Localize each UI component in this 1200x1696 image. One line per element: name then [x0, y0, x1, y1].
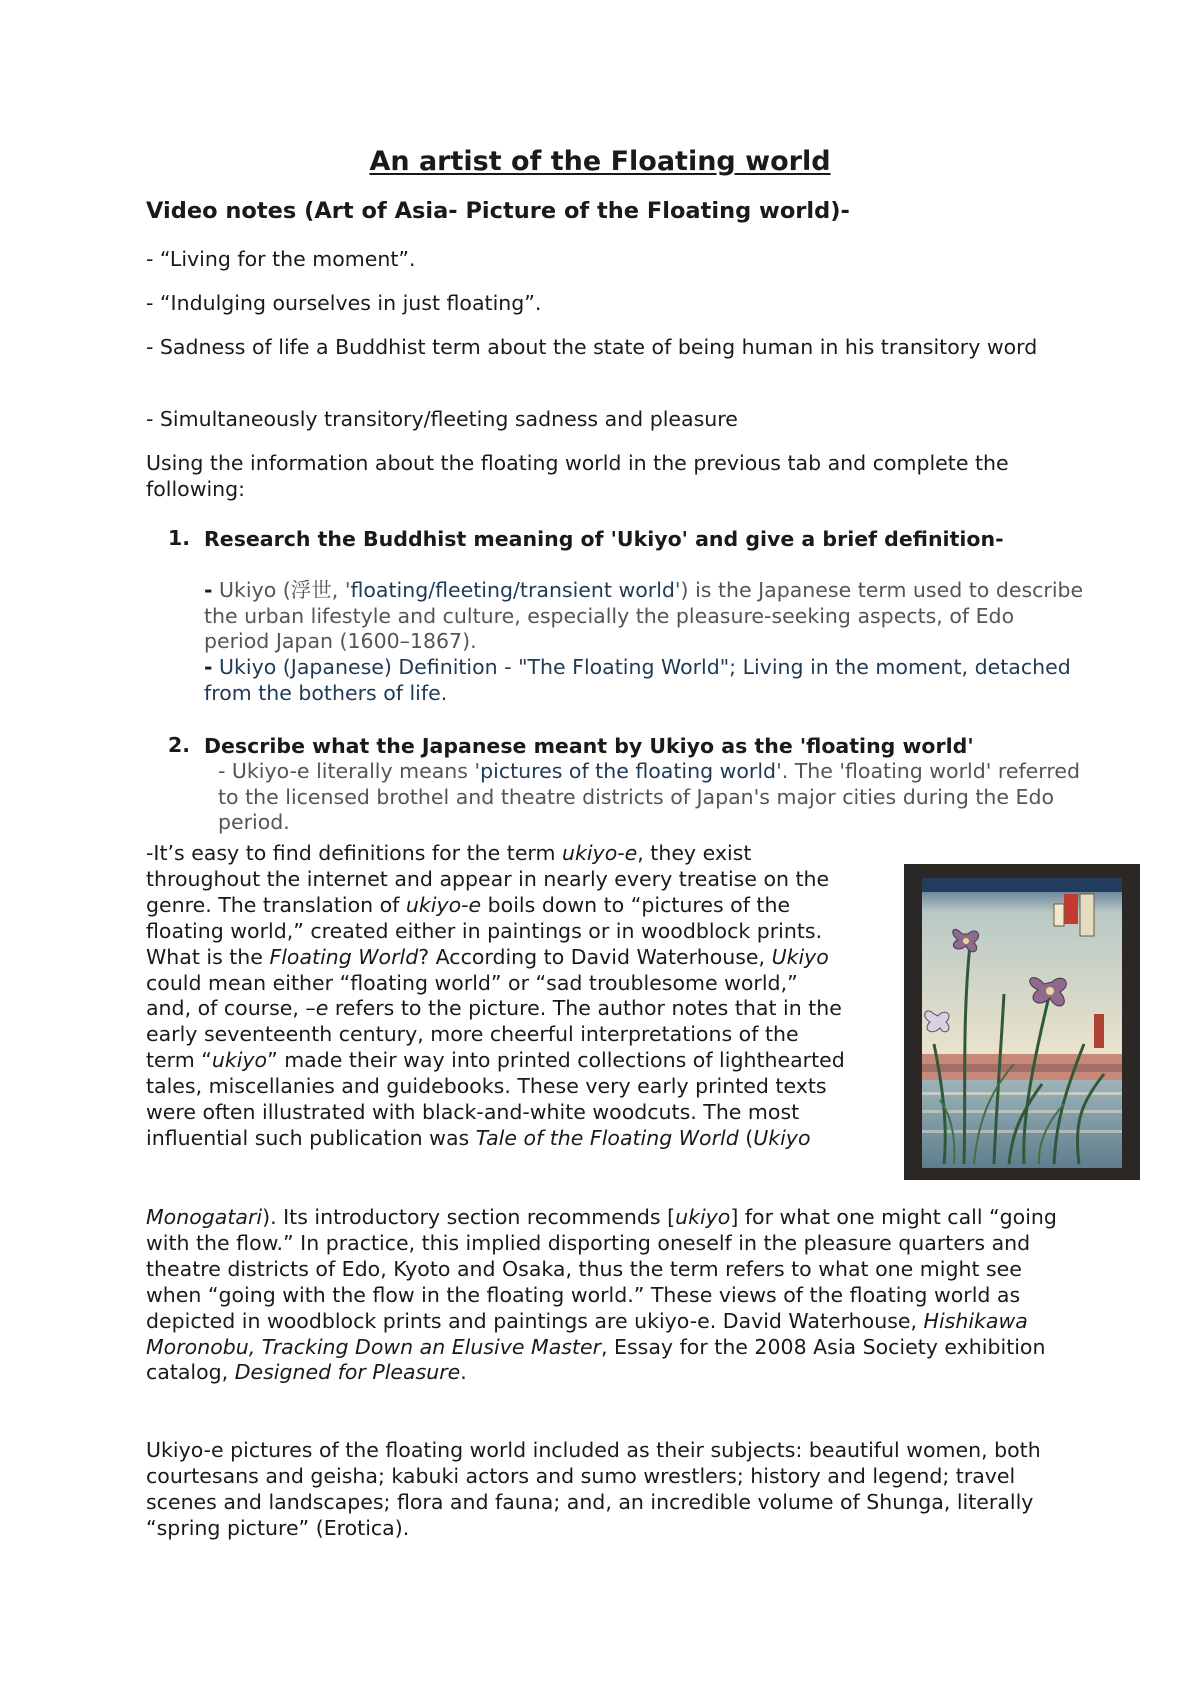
- question-answer: - Ukiyo-e literally means 'pictures of the floating world'. The 'floating world' referred to the licensed brothel and theatre districts of Japan's major cities during the Edo period.: [218, 759, 1080, 834]
- bullet-item: - Sadness of life a Buddhist term about the state of being human in his transitory word: [146, 335, 1038, 359]
- question-number: 2.: [168, 733, 191, 757]
- article-paragraph: Ukiyo-e pictures of the floating world included as their subjects: beautiful women, both courtesans and geisha; kabuki actors and sumo wrestlers; history and legend; travel scenes and landscapes; flora and fauna; and, an incredible volume of Shunga, literally “spring picture” (Erotica).: [146, 1438, 1041, 1540]
- iris-print-illustration: [904, 864, 1140, 1180]
- bullet-item: - “Living for the moment”.: [146, 247, 416, 271]
- page-title: An artist of the Floating world: [369, 146, 831, 177]
- section-subtitle: Video notes (Art of Asia- Picture of the Floating world)-: [146, 198, 850, 224]
- bullet-item: - “Indulging ourselves in just floating”.: [146, 291, 542, 315]
- article-paragraph: Monogatari). Its introductory section recommends [ukiyo] for what one might call “going with the flow.” In practice, this implied disporting oneself in the pleasure quarters and theatre districts of Edo, Kyoto and Osaka, thus the term refers to what one might see when “going with the flow in the floating world.” These views of the floating world as depicted in woodblock prints and paintings are ukiyo-e. David Waterhouse, Hishikawa Moronobu, Tracking Down an Elusive Master, Essay for the 2008 Asia Society exhibition catalog, Designed for Pleasure.: [146, 1205, 1057, 1385]
- bullet-item: - Simultaneously transitory/fleeting sadness and pleasure: [146, 407, 738, 431]
- intro-paragraph: Using the information about the floating world in the previous tab and complete the following:: [146, 451, 1009, 501]
- question-answer: - Ukiyo (Japanese) Definition - "The Floating World"; Living in the moment, detached from the bothers of life.: [204, 655, 1071, 705]
- article-paragraph: -It’s easy to find definitions for the term ukiyo-e, they exist throughout the internet and appear in nearly every treatise on the genre. The translation of ukiyo-e boils down to “pictures of the floating world,” created either in paintings or in woodblock prints. What is the Floating World? According to David Waterhouse, Ukiyo could mean either “floating world” or “sad troublesome world,” and, of course, –e refers to the picture. The author notes that in the early seventeenth century, more cheerful interpretations of the term “ukiyo” made their way into printed collections of lighthearted tales, miscellanies and guidebooks. These very early printed texts were often illustrated with black-and-white woodcuts. The most influential such publication was Tale of the Floating World (Ukiyo: [146, 841, 845, 1150]
- question-heading: Describe what the Japanese meant by Ukiyo as the 'floating world': [204, 734, 974, 758]
- question-number: 1.: [168, 526, 191, 550]
- woodblock-print-image: [904, 864, 1140, 1180]
- question-heading: Research the Buddhist meaning of 'Ukiyo' and give a brief definition-: [204, 527, 1004, 551]
- question-answer: - Ukiyo (浮世, 'floating/fleeting/transient world') is the Japanese term used to describe the urban lifestyle and culture, especially the pleasure-seeking aspects, of Edo period Japan (1600–1867).: [204, 578, 1084, 653]
